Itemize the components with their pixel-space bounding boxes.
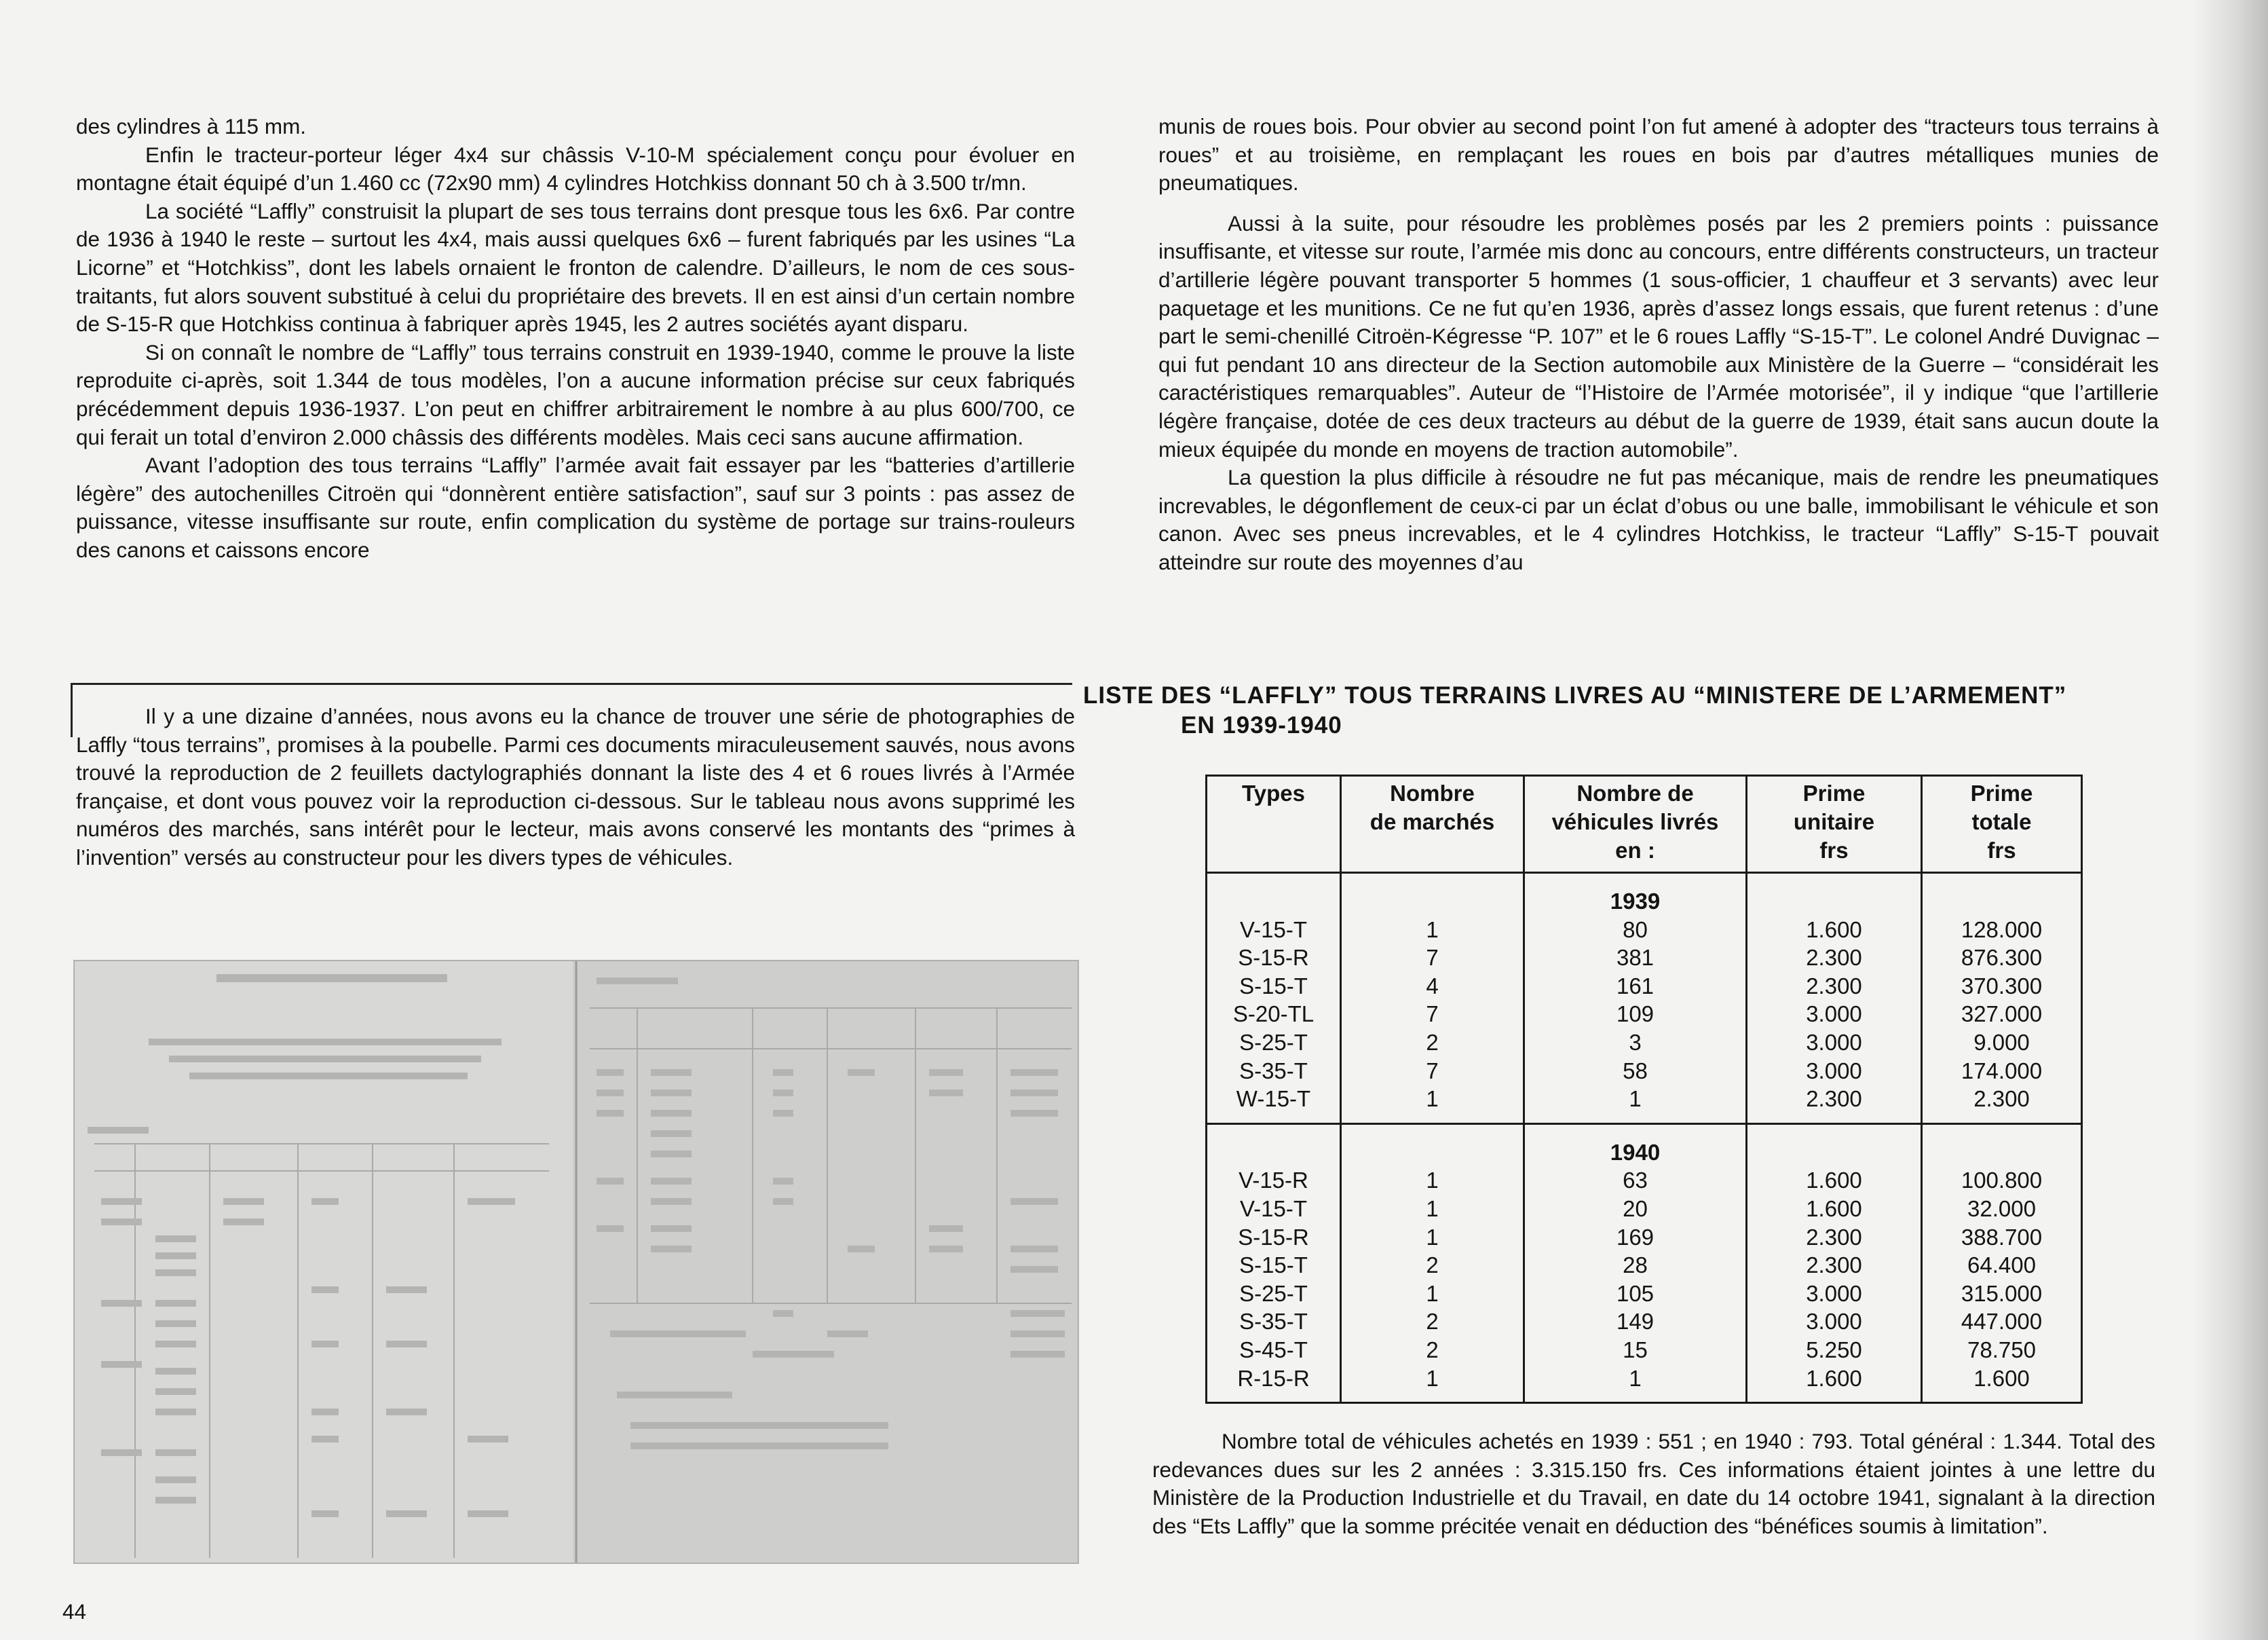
table-cell: 28 [1524,1251,1747,1280]
table-cell: V-15-R [1207,1166,1341,1195]
table-row [1207,1336,2082,1364]
table-cell: 1.600 [1922,1364,2082,1403]
table-cell: 3.000 [1747,1307,1922,1336]
table-cell [1341,1123,1524,1166]
paragraph: Si on connaît le nombre de “Laffly” tous terrains construit en 1939-1940, comme le prouve la liste reproduite ci-après, soit 1.344 de tous modèles, l’on a aucune information précise sur ceux fabriqués précédemment depuis 1936-1937. L’on peut en chiffrer arbitrairement le nombre à au plus 600/700, ce qui ferait un total d’environ 2.000 châssis des différents modèles. Mais ceci sans aucune affirmation. [76,339,1075,449]
table-cell: 370.300 [1922,972,2082,1001]
header-nombre-vehicules: Nombre de véhicules livrés en : [1524,776,1747,873]
table-row [1207,944,2082,972]
table-cell: 3.000 [1747,1000,1922,1028]
page-number: 44 [62,1599,87,1624]
table-cell: 2 [1341,1336,1524,1364]
table-cell: S-45-T [1207,1336,1341,1364]
table-cell: V-15-T [1207,1195,1341,1223]
right-text-column [1158,113,2159,577]
intro-box-text [76,703,1075,872]
table-cell: 2.300 [1747,944,1922,972]
table-cell: 876.300 [1922,944,2082,972]
table-cell: 1.600 [1747,916,1922,944]
table-cell: 1 [1341,1166,1524,1195]
year-label: 1940 [1524,1123,1747,1166]
year-row [1207,1123,2082,1166]
table-cell [1207,873,1341,916]
table-cell: 1 [1341,1195,1524,1223]
table-cell: 2 [1341,1251,1524,1280]
table-cell: 447.000 [1922,1307,2082,1336]
table-cell [1747,873,1922,916]
table-cell: 1.600 [1747,1195,1922,1223]
table-cell: 3.000 [1747,1057,1922,1085]
table-cell: 1.600 [1747,1364,1922,1403]
paragraph: La société “Laffly” construisit la plupart de ses tous terrains dont presque tous les 6x6. Par contre de 1936 à 1940 le reste – surtout les 4x4, mais aussi quelques 6x6 – furent fabriqués par les usines “La Licorne” et “Hotchkiss”, dont les labels ornaient le fronton de calendre. D’ailleurs, le nom de ces sous-traitants, fut alors souvent substitué à celui du propriétaire des brevets. Il en est ainsi d’un certain nombre de S-15-R que Hotchkiss continua à fabriquer après 1945, les 2 autres sociétés ayant disparu. [76,198,1075,337]
table-cell: 1 [1341,1280,1524,1308]
table-row [1207,1085,2082,1123]
document-photo-graphic [74,961,1078,1563]
table-cell: 1 [1341,1364,1524,1403]
table-cell: 7 [1341,944,1524,972]
table-cell: 32.000 [1922,1195,2082,1223]
table-cell [1341,873,1524,916]
table-row [1207,916,2082,944]
table-cell: 5.250 [1747,1336,1922,1364]
table-cell: 174.000 [1922,1057,2082,1085]
table-cell: 4 [1341,972,1524,1001]
table-cell: 315.000 [1922,1280,2082,1308]
table-cell [1922,873,2082,916]
table-cell [1207,1123,1341,1166]
header-nombre-marches: Nombre de marchés [1341,776,1524,873]
table-cell: 7 [1341,1057,1524,1085]
table-cell: S-15-T [1207,972,1341,1001]
table-cell: S-35-T [1207,1307,1341,1336]
table-header-row [1207,776,2082,873]
table-cell: 1.600 [1747,1166,1922,1195]
box-rule-left [71,683,73,737]
typewritten-document-photo [73,960,1079,1564]
table-cell: 3.000 [1747,1280,1922,1308]
table-cell: 1 [1524,1085,1747,1123]
table-cell: S-15-R [1207,944,1341,972]
table-row [1207,1280,2082,1308]
table-cell: W-15-T [1207,1085,1341,1123]
table-cell: R-15-R [1207,1364,1341,1403]
paragraph: Il y a une dizaine d’années, nous avons eu la chance de trouver une série de photographies de Laffly “tous terrains”, promises à la poubelle. Parmi ces documents miraculeusement sauvés, nous avons trouvé la reproduction de 2 feuillets dactylographiés donnant la liste des 4 et 6 roues livrés à l’Armée française, et dont vous pouvez voir la reproduction ci-dessous. Sur le tableau nous avons supprimé les numéros des marchés, sans intérêt pour le lecteur, mais avons conservé les montants des “primes à l’invention” versés au constructeur pour les divers types de véhicules. [76,704,1075,870]
table-caption: Nombre total de véhicules achetés en 1939 : 551 ; en 1940 : 793. Total général : 1.344. Total des redevances dues sur les 2 années : 3.315.150 frs. Ces informations étaient jointes à une lettre du Ministère de la Production Industrielle et du Travail, en date du 14 octobre 1941, signalant à la direction des “Ets Laffly” que la somme précitée venait en déduction des “bénéfices soumis à limitation”. [1152,1429,2155,1538]
header-types: Types [1207,776,1341,873]
table-body [1207,873,2082,1403]
paragraph: des cylindres à 115 mm. [76,114,307,138]
table-cell: 1 [1524,1364,1747,1403]
table-cell: S-35-T [1207,1057,1341,1085]
table-row [1207,1364,2082,1403]
table-cell: 388.700 [1922,1223,2082,1252]
table-cell: S-15-T [1207,1251,1341,1280]
table-cell: 1 [1341,1223,1524,1252]
table-cell: 149 [1524,1307,1747,1336]
table-cell: 80 [1524,916,1747,944]
table-cell: 20 [1524,1195,1747,1223]
table-cell [1922,1123,2082,1166]
table-cell: 7 [1341,1000,1524,1028]
table-cell: 2.300 [1922,1085,2082,1123]
table-cell: 109 [1524,1000,1747,1028]
table-cell: S-25-T [1207,1028,1341,1057]
table-cell: 128.000 [1922,916,2082,944]
paragraph: La question la plus difficile à résoudre ne fut pas mécanique, mais de rendre les pneumatiques increvables, le dégonflement de ceux-ci par un éclat d’obus ou une balle, immobilisant le véhicule et son canon. Avec ses pneus increvables, et le 4 cylindres Hotchkiss, le tracteur “Laffly” S-15-T pouvait atteindre sur route des moyennes d’au [1158,465,2159,574]
table-cell: 327.000 [1922,1000,2082,1028]
table-cell: 2 [1341,1028,1524,1057]
table-row [1207,1057,2082,1085]
table-cell: 161 [1524,972,1747,1001]
paragraph: Aussi à la suite, pour résoudre les problèmes posés par les 2 premiers points : puissance insuffisante, et vitesse sur route, l’armée mis donc au concours, entre différents constructeurs, un tracteur d’artillerie légère pouvant transporter 5 hommes (1 sous-officier, 1 chauffeur et 3 servants) avec leur paquetage et les munitions. Ce ne fut qu’en 1936, après d’assez longs essais, que furent retenus : d’une part le semi-chenillé Citroën-Kégresse “P. 107” et le 6 roues Laffly “S-15-T”. Le colonel André Duvignac – qui fut pendant 10 ans directeur de la Section automobile aux Ministère de la Guerre – “considérait les caractéristiques remarquables”. Auteur de “l’Histoire de l’Armée motorisée”, il y indique “que l’artillerie légère française, dotée de ces deux tracteurs au début de la guerre de 1939, était sans aucun doute la mieux équipée du monde en moyens de traction automobile”. [1158,210,2159,462]
table-row [1207,1000,2082,1028]
table-cell: 100.800 [1922,1166,2082,1195]
table-cell: 105 [1524,1280,1747,1308]
table-cell: 58 [1524,1057,1747,1085]
table-cell: 2.300 [1747,1223,1922,1252]
table-cell: S-20-TL [1207,1000,1341,1028]
table-title-line: LISTE DES “LAFFLY” TOUS TERRAINS LIVRES AU “MINISTERE DE L’ARMEMENT” [1083,682,2067,709]
box-rule-top [71,683,1072,685]
table-row [1207,972,2082,1001]
paragraph: Avant l’adoption des tous terrains “Laffly” l’armée avait fait essayer par les “batteries d’artillerie légère” des autochenilles Citroën qui “donnèrent entière satisfaction”, sauf sur 3 points : pas assez de puissance, vitesse insuffisante sur route, enfin complication du système de portage sur trains-rouleurs des canons et caissons encore [76,453,1075,562]
table-cell: 1 [1341,916,1524,944]
table-cell: 1 [1341,1085,1524,1123]
table-cell: V-15-T [1207,916,1341,944]
paragraph: munis de roues bois. Pour obvier au second point l’on fut amené à adopter des “tracteurs tous terrains à roues” et au troisième, en remplaçant les roues en bois par d’autres métalliques munies de pneumatiques. [1158,114,2159,195]
table-cell: 78.750 [1922,1336,2082,1364]
header-prime-unitaire: Prime unitaire frs [1747,776,1922,873]
table-cell: S-15-R [1207,1223,1341,1252]
table-title [1083,681,2182,741]
deliveries-table-grid [1205,775,2083,1404]
table-title-line: EN 1939-1940 [1181,712,1342,739]
year-row [1207,873,2082,916]
left-text-column [76,113,1075,565]
page-gutter-shadow [2193,0,2268,1640]
table-cell: 64.400 [1922,1251,2082,1280]
table-row [1207,1195,2082,1223]
table-cell: 15 [1524,1336,1747,1364]
deliveries-table [1205,775,2083,1404]
table-cell: 9.000 [1922,1028,2082,1057]
year-label: 1939 [1524,873,1747,916]
table-cell: 2 [1341,1307,1524,1336]
table-cell: 2.300 [1747,1085,1922,1123]
table-cell: 381 [1524,944,1747,972]
table-cell: 169 [1524,1223,1747,1252]
table-row [1207,1028,2082,1057]
table-cell: 63 [1524,1166,1747,1195]
table-cell: S-25-T [1207,1280,1341,1308]
table-row [1207,1307,2082,1336]
table-cell: 2.300 [1747,972,1922,1001]
table-row [1207,1166,2082,1195]
header-prime-totale: Prime totale frs [1922,776,2082,873]
table-cell: 3 [1524,1028,1747,1057]
table-cell [1747,1123,1922,1166]
table-row [1207,1251,2082,1280]
table-row [1207,1223,2082,1252]
table-cell: 3.000 [1747,1028,1922,1057]
paragraph: Enfin le tracteur-porteur léger 4x4 sur châssis V-10-M spécialement conçu pour évoluer en montagne était équipé d’un 1.460 cc (72x90 mm) 4 cylindres Hotchkiss donnant 50 ch à 3.500 tr/mn. [76,142,1075,195]
table-cell: 2.300 [1747,1251,1922,1280]
